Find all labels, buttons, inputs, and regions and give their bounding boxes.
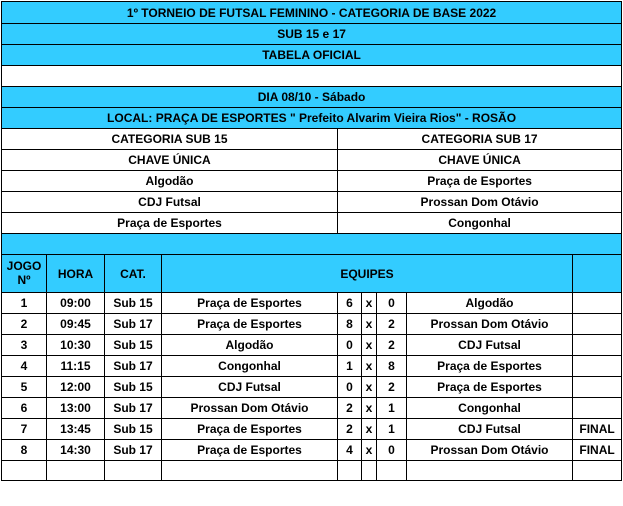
away-team: Prossan Dom Otávio — [407, 314, 573, 335]
date-row — [2, 87, 622, 108]
team-row — [2, 213, 622, 234]
away-score: 1 — [377, 398, 407, 419]
game-number: 3 — [2, 335, 47, 356]
game-category: Sub 17 — [105, 314, 162, 335]
away-score: 0 — [377, 440, 407, 461]
home-team: Praça de Esportes — [162, 419, 338, 440]
home-team: Congonhal — [162, 356, 338, 377]
game-category: Sub 15 — [105, 335, 162, 356]
game-note — [573, 335, 622, 356]
subtitle: SUB 15 e 17 — [2, 24, 622, 45]
away-team: Algodão — [407, 293, 573, 314]
team-sub15: Praça de Esportes — [2, 213, 338, 234]
column-header-note — [573, 255, 622, 293]
spacer-cell — [2, 234, 622, 255]
away-score: 1 — [377, 419, 407, 440]
game-note — [573, 356, 622, 377]
game-category: Sub 15 — [105, 377, 162, 398]
away-team: CDJ Futsal — [407, 419, 573, 440]
team-row — [2, 171, 622, 192]
game-time: 13:00 — [47, 398, 105, 419]
game-category: Sub 15 — [105, 419, 162, 440]
table-label: TABELA OFICIAL — [2, 45, 622, 66]
away-score: 8 — [377, 356, 407, 377]
game-number: 8 — [2, 440, 47, 461]
team-sub17: Prossan Dom Otávio — [338, 192, 622, 213]
home-team: CDJ Futsal — [162, 377, 338, 398]
subtitle-row — [2, 24, 622, 45]
game-time: 11:15 — [47, 356, 105, 377]
table-row — [2, 293, 622, 314]
game-note — [573, 377, 622, 398]
tournament-table — [1, 1, 622, 481]
home-score: 0 — [338, 335, 362, 356]
table-row — [2, 335, 622, 356]
game-number: 1 — [2, 293, 47, 314]
table-row — [2, 377, 622, 398]
empty-cell — [407, 461, 573, 481]
home-score: 6 — [338, 293, 362, 314]
game-time: 13:45 — [47, 419, 105, 440]
game-number: 5 — [2, 377, 47, 398]
away-score: 2 — [377, 314, 407, 335]
game-note — [573, 398, 622, 419]
game-category: Sub 17 — [105, 356, 162, 377]
title-row — [2, 2, 622, 24]
column-header-time: HORA — [47, 255, 105, 293]
location-label: LOCAL: PRAÇA DE ESPORTES " Prefeito Alvarim Vieira Rios" - ROSÃO — [2, 108, 622, 129]
away-score: 2 — [377, 377, 407, 398]
game-number: 4 — [2, 356, 47, 377]
game-category: Sub 17 — [105, 440, 162, 461]
versus-mark: x — [362, 293, 377, 314]
game-note: FINAL — [573, 419, 622, 440]
game-number: 2 — [2, 314, 47, 335]
home-team: Prossan Dom Otávio — [162, 398, 338, 419]
empty-row — [2, 66, 622, 87]
away-team: Praça de Esportes — [407, 377, 573, 398]
game-category: Sub 17 — [105, 398, 162, 419]
game-note: FINAL — [573, 440, 622, 461]
versus-mark: x — [362, 356, 377, 377]
empty-table-row — [2, 461, 622, 481]
empty-cell — [162, 461, 338, 481]
page-title: 1º TORNEIO DE FUTSAL FEMININO - CATEGORIA DE BASE 2022 — [2, 2, 622, 24]
home-team: Praça de Esportes — [162, 293, 338, 314]
game-category: Sub 15 — [105, 293, 162, 314]
spacer-row — [2, 234, 622, 255]
home-score: 0 — [338, 377, 362, 398]
table-row — [2, 440, 622, 461]
versus-mark: x — [362, 398, 377, 419]
empty-cell — [2, 66, 622, 87]
category-sub17: CATEGORIA SUB 17 — [338, 129, 622, 150]
team-sub17: Congonhal — [338, 213, 622, 234]
category-sub15: CATEGORIA SUB 15 — [2, 129, 338, 150]
column-header-teams: EQUIPES — [162, 255, 573, 293]
game-time: 09:45 — [47, 314, 105, 335]
home-team: Praça de Esportes — [162, 440, 338, 461]
away-score: 0 — [377, 293, 407, 314]
empty-cell — [2, 461, 47, 481]
game-note — [573, 314, 622, 335]
game-time: 09:00 — [47, 293, 105, 314]
versus-mark: x — [362, 314, 377, 335]
home-score: 8 — [338, 314, 362, 335]
game-note — [573, 293, 622, 314]
key-sub17: CHAVE ÚNICA — [338, 150, 622, 171]
table-label-row — [2, 45, 622, 66]
category-row — [2, 129, 622, 150]
home-score: 2 — [338, 419, 362, 440]
home-team: Praça de Esportes — [162, 314, 338, 335]
empty-cell — [377, 461, 407, 481]
empty-cell — [573, 461, 622, 481]
games-header-row — [2, 255, 622, 293]
away-team: Praça de Esportes — [407, 356, 573, 377]
game-time: 12:00 — [47, 377, 105, 398]
away-team: Congonhal — [407, 398, 573, 419]
team-sub17: Praça de Esportes — [338, 171, 622, 192]
away-team: CDJ Futsal — [407, 335, 573, 356]
table-row — [2, 398, 622, 419]
versus-mark: x — [362, 377, 377, 398]
game-time: 10:30 — [47, 335, 105, 356]
empty-cell — [362, 461, 377, 481]
empty-cell — [105, 461, 162, 481]
empty-cell — [338, 461, 362, 481]
versus-mark: x — [362, 440, 377, 461]
key-row — [2, 150, 622, 171]
team-row — [2, 192, 622, 213]
home-score: 2 — [338, 398, 362, 419]
game-number: 6 — [2, 398, 47, 419]
away-team: Prossan Dom Otávio — [407, 440, 573, 461]
game-time: 14:30 — [47, 440, 105, 461]
home-score: 4 — [338, 440, 362, 461]
date-label: DIA 08/10 - Sábado — [2, 87, 622, 108]
game-number: 7 — [2, 419, 47, 440]
empty-cell — [47, 461, 105, 481]
table-row — [2, 356, 622, 377]
home-score: 1 — [338, 356, 362, 377]
team-sub15: Algodão — [2, 171, 338, 192]
versus-mark: x — [362, 335, 377, 356]
team-sub15: CDJ Futsal — [2, 192, 338, 213]
table-row — [2, 314, 622, 335]
key-sub15: CHAVE ÚNICA — [2, 150, 338, 171]
away-score: 2 — [377, 335, 407, 356]
column-header-category: CAT. — [105, 255, 162, 293]
versus-mark: x — [362, 419, 377, 440]
column-header-game: JOGO Nº — [2, 255, 47, 293]
location-row — [2, 108, 622, 129]
home-team: Algodão — [162, 335, 338, 356]
table-row — [2, 419, 622, 440]
